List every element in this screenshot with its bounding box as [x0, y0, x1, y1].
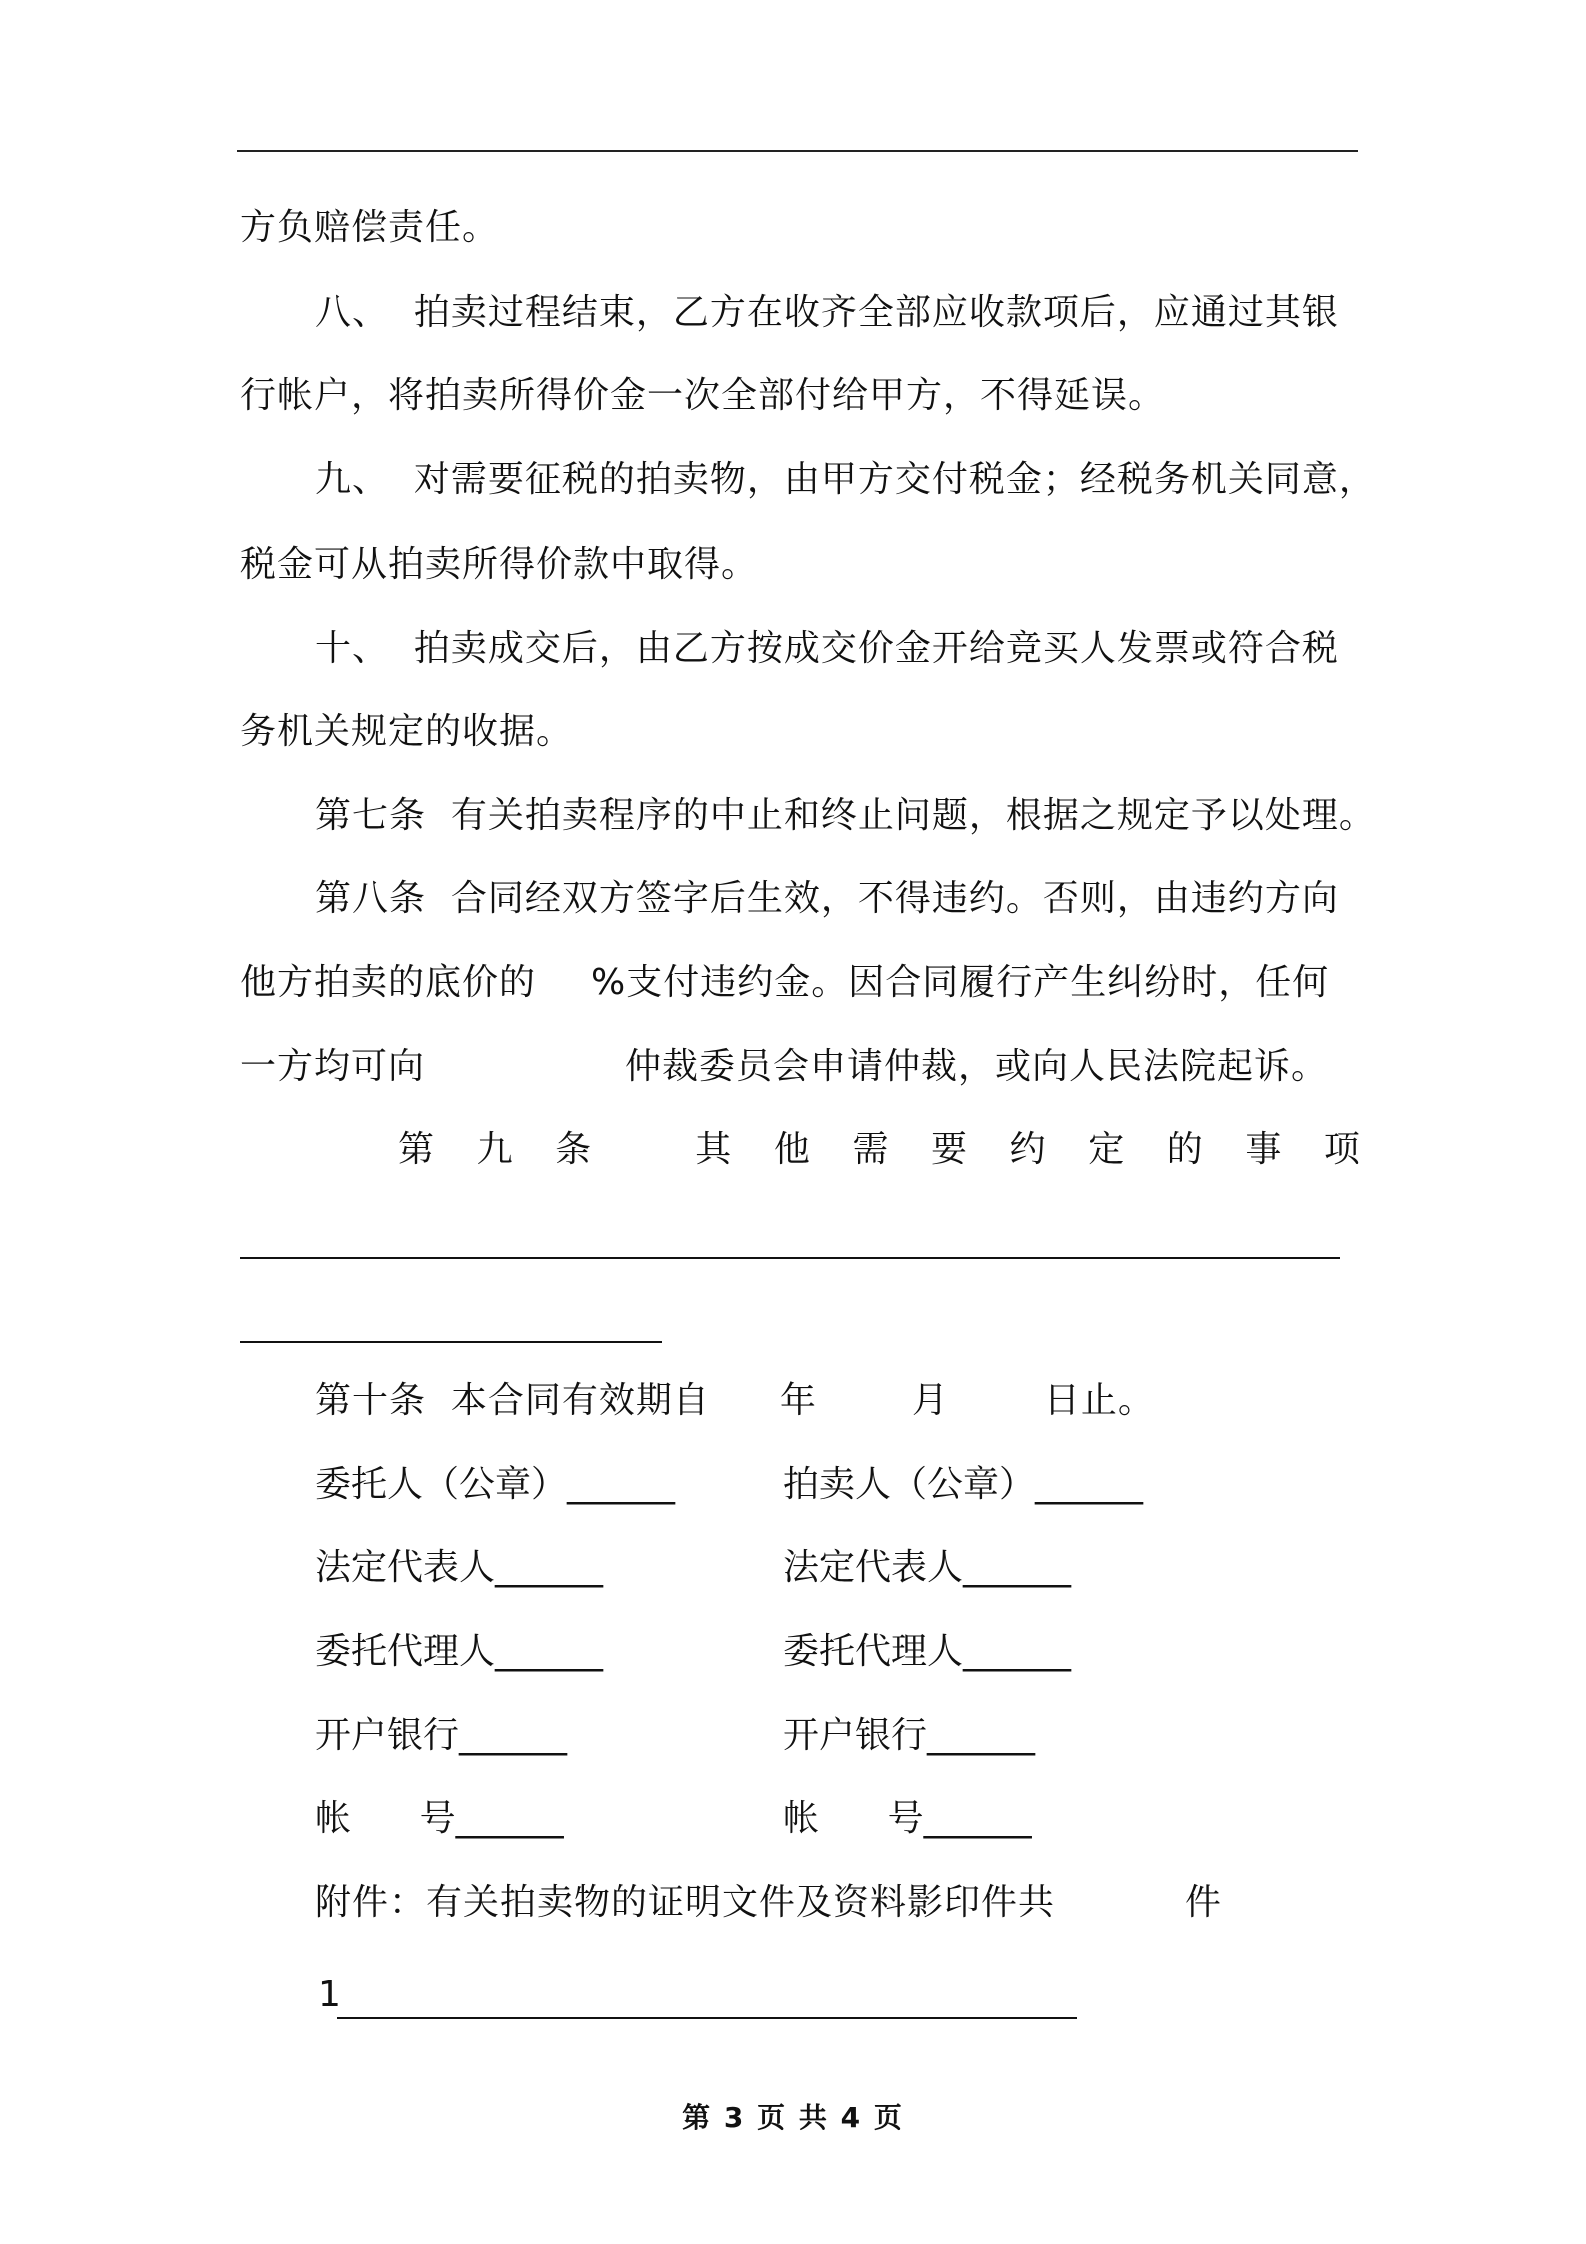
- article-9-char: 需: [852, 1129, 890, 1170]
- paragraph-line: 十、 拍卖成交后，由乙方按成交价金开给竞买人发票或符合税: [315, 628, 1339, 669]
- signature-field: 委托代理人______: [315, 1631, 604, 1672]
- article-9-char: 九: [476, 1129, 514, 1170]
- arbitration-text-a: 一方均可向: [240, 1046, 426, 1087]
- signature-field: 法定代表人______: [315, 1547, 604, 1588]
- penalty-text-a: 他方拍卖的底价的: [240, 962, 537, 1003]
- article-9-char: 第: [398, 1129, 436, 1170]
- paragraph-line: 税金可从拍卖所得价款中取得。: [240, 544, 759, 585]
- signature-field: 帐 号______: [315, 1798, 564, 1839]
- year-label: 年: [779, 1380, 817, 1421]
- arbitration-line: [240, 1042, 1358, 1092]
- article-9-char: 事: [1245, 1129, 1283, 1170]
- penalty-line: [240, 958, 1358, 1008]
- article-10: [315, 1376, 1358, 1426]
- page-number: 第 3 页 共 4 页: [682, 2101, 904, 2134]
- arbitration-text-b: 仲裁委员会申请仲裁，或向人民法院起诉。: [625, 1046, 1329, 1087]
- paragraph-line: 九、 对需要征税的拍卖物，由甲方交付税金；经税务机关同意，: [315, 459, 1376, 500]
- paragraph-line: 方负赔偿责任。: [240, 207, 500, 248]
- signature-field: 开户银行______: [315, 1715, 568, 1756]
- article-9-blank-line: [240, 1341, 662, 1343]
- article-9-gap: [634, 1125, 654, 1175]
- paragraph-line: 八、 拍卖过程结束，乙方在收齐全部应收款项后，应通过其银: [315, 292, 1339, 333]
- article-9-char: 约: [1009, 1129, 1047, 1170]
- signature-field: 委托代理人______: [783, 1631, 1072, 1672]
- attachment-unit: 件: [1185, 1882, 1223, 1923]
- article-9-char: 他: [773, 1129, 811, 1170]
- article-10-text: 第十条 本合同有效期自: [315, 1380, 710, 1421]
- signature-field: 拍卖人（公章）______: [783, 1464, 1144, 1505]
- penalty-text-b: %支付违约金。因合同履行产生纠纷时，任何: [591, 962, 1330, 1003]
- header-rule: [237, 150, 1358, 152]
- attachment-text: 附件：有关拍卖物的证明文件及资料影印件共: [315, 1882, 1056, 1923]
- article-9-blank-line: [240, 1257, 1340, 1259]
- month-label: 月: [911, 1380, 949, 1421]
- article-8: 第八条 合同经双方签字后生效，不得违约。否则，由违约方向: [315, 878, 1339, 919]
- article-9-char: 项: [1323, 1129, 1361, 1170]
- article-9-char: 条: [555, 1129, 593, 1170]
- paragraph-line: 行帐户，将拍卖所得价金一次全部付给甲方，不得延误。: [240, 375, 1166, 416]
- article-9-char: 其: [695, 1129, 733, 1170]
- attachment-item-blank: [337, 2017, 1077, 2019]
- signature-field: 开户银行______: [783, 1715, 1036, 1756]
- signature-field: 帐 号______: [783, 1798, 1032, 1839]
- article-9-heading: [398, 1125, 1361, 1175]
- attachment-line: [315, 1878, 1358, 1928]
- article-9-char: 要: [931, 1129, 969, 1170]
- attachment-item-number: 1: [318, 1974, 341, 2015]
- article-9-char: 的: [1166, 1129, 1204, 1170]
- article-9-char: 定: [1088, 1129, 1126, 1170]
- paragraph-line: 务机关规定的收据。: [240, 711, 574, 752]
- signature-field: 委托人（公章）______: [315, 1464, 676, 1505]
- day-label: 日止。: [1043, 1380, 1155, 1421]
- signature-field: 法定代表人______: [783, 1547, 1072, 1588]
- article-7: 第七条 有关拍卖程序的中止和终止问题，根据之规定予以处理。: [315, 795, 1376, 836]
